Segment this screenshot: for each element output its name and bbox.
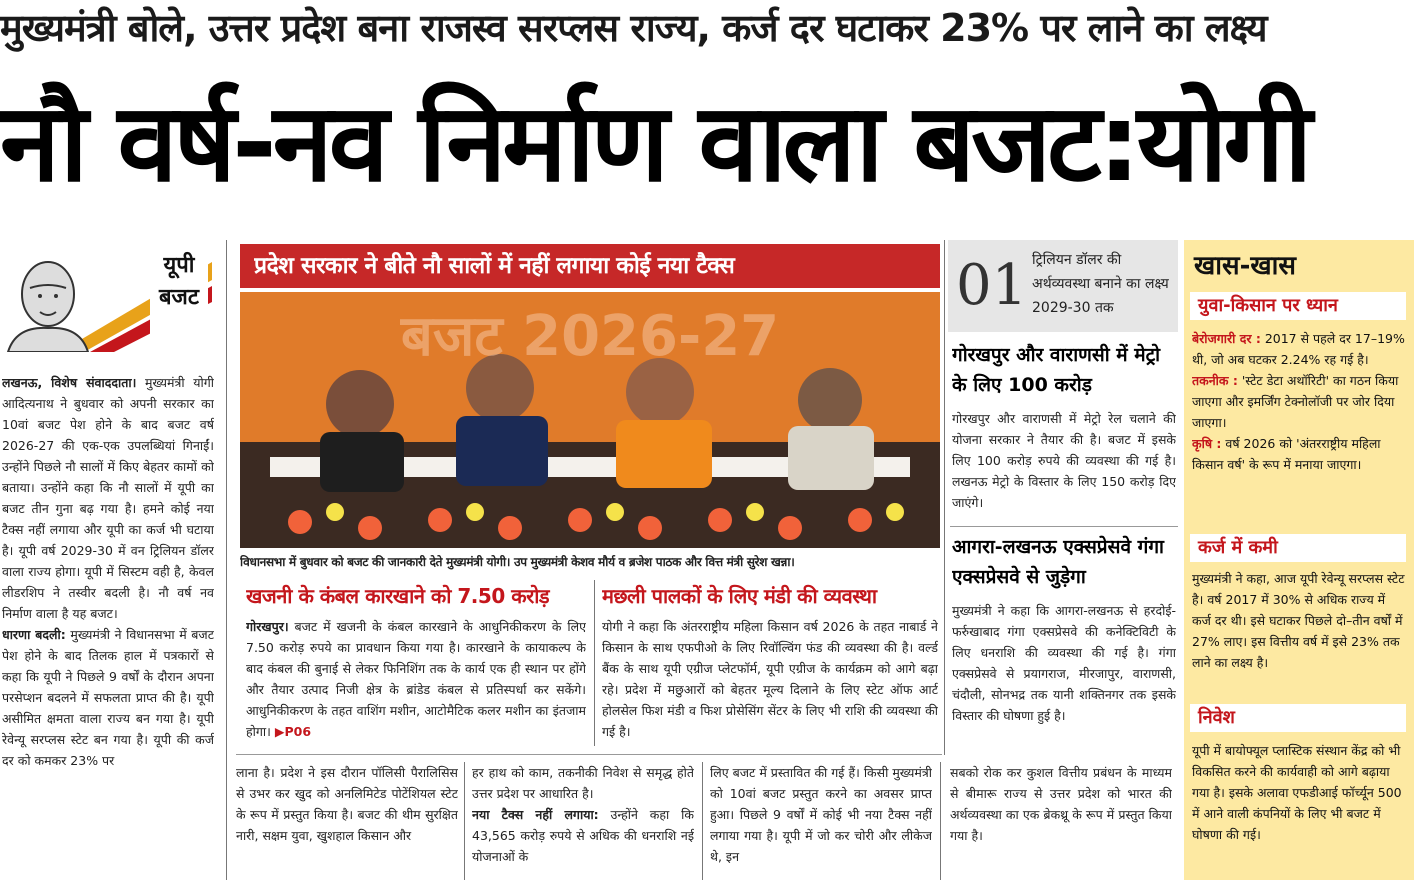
left-divider xyxy=(226,240,227,880)
story-c-body: गोरखपुर और वाराणसी में मेट्रो रेल चलाने की योजना सरकार ने तैयार की है। बजट में इसके लिए 100 करोड़ रुपये की व्यवस्था की गई है। लखनऊ मेट्रो के विस्तार के लिए 150 करोड़ दिए जाएंगे। xyxy=(952,411,1176,510)
banner-text: प्रदेश सरकार ने बीते नौ सालों में नहीं लगाया कोई नया टैक्स xyxy=(254,253,735,279)
sidebar-sec2-text: मुख्यमंत्री ने कहा, आज यूपी रेवेन्यू सरप्लस स्टेट है। वर्ष 2017 में 30% से अधिक राज्य में कर्ज दर थी। इसे घटाकर पिछले दो–तीन वर्षों में 27% लाए। इस वित्तीय वर्ष में इसे 23% तक लाने का लक्ष्य है। xyxy=(1192,571,1405,670)
sidebar-box xyxy=(1184,240,1414,880)
story-cd-rule xyxy=(950,526,1178,527)
stat-text: ट्रिलियन डॉलर की अर्थव्यवस्था बनाने का लक्ष्य 2029-30 तक xyxy=(1032,252,1169,316)
sidebar-item-1-text: 2017 से पहले दर 17–19% थी, जो अब घटकर 2.24% रह गई है। xyxy=(1192,331,1405,367)
story-ab-divider xyxy=(594,580,595,746)
budget-badge xyxy=(0,242,212,352)
story-b-headline: मछली पालकों के लिए मंडी की व्यवस्था xyxy=(602,584,877,608)
bottom-col-4: सबको रोक कर कुशल वित्तीय प्रबंधन के माध्यम से बीमारू राज्य से उत्तर प्रदेश को भारत की अर्थव्यवस्था का एक ब्रेकथ्रू के रूप में प्रस्तुत किया गया है। xyxy=(950,765,1172,843)
left-para-1: मुख्यमंत्री योगी आदित्यनाथ ने बुधवार को अपनी सरकार का 10वां बजट पेश होने के बाद बजट वर्ष 2026-27 की एक-एक उपलब्धियां गिनाईं। उन्होंने पिछले नौ सालों में किए बेहतर कामों को बताया। उन्होंने कहा कि नौ सालों में यूपी का बजट तीन गुना बढ़ गया है। हमने कोई नया टैक्स नहीं लगाया और यूपी का कर्ज भी घटाया है। यूपी वर्ष 2029-30 में वन ट्रिलियन डॉलर वाला राज्य होगा। यूपी में सिस्टम वही है, केवल लीडरशिप ने तस्वीर बदली है। नौ वर्ष नव निर्माण वाला है यह बजट। xyxy=(2,375,214,621)
bottom-col-3: लिए बजट में प्रस्तावित की गई हैं। किसी मुख्यमंत्री को 10वां बजट प्रस्तुत करने का अवसर प्राप्त हुआ। पिछले 9 वर्षों में कोई भी नया टैक्स नहीं लगाया गया है। यूपी में जो कर चोरी और लीकेज थे, इन xyxy=(710,765,932,864)
sidebar-sec2-title xyxy=(1190,534,1406,562)
stat-box xyxy=(948,240,1178,332)
sidebar-title: खास-खास xyxy=(1194,251,1296,281)
story-a-headline: खजनी के कंबल कारखाने को 7.50 करोड़ xyxy=(246,584,550,608)
sidebar-item-3 xyxy=(1192,433,1406,475)
bottom-divider-1 xyxy=(464,762,465,880)
sidebar-item-3-label: कृषि : xyxy=(1192,436,1222,451)
story-a-jump[interactable]: P06 xyxy=(284,724,312,739)
badge-box xyxy=(150,250,208,336)
sidebar-item-2-text: 'स्टेट डेटा अथॉरिटी' का गठन किया जाएगा और इमर्जिंग टेक्नोलॉजी पर जोर दिया जाएगा। xyxy=(1192,373,1399,430)
left-para-2-label: धारणा बदली: xyxy=(2,627,66,642)
bottom-col-2-label: नया टैक्स नहीं लगाया: xyxy=(472,807,599,822)
sidebar-sec3-title xyxy=(1190,704,1406,732)
story-a-body xyxy=(246,616,586,746)
sidebar-item-2-label: तकनीक : xyxy=(1192,373,1238,388)
bottom-divider-3 xyxy=(940,762,941,880)
sidebar-sec1-title-text: युवा-किसान पर ध्यान xyxy=(1198,295,1338,316)
story-d-headline: आगरा-लखनऊ एक्सप्रेसवे गंगा एक्सप्रेसवे से जुड़ेगा xyxy=(952,536,1164,588)
sidebar-sec1-title xyxy=(1190,292,1406,320)
badge-line1: यूपी xyxy=(163,253,195,278)
sidebar-item-1 xyxy=(1192,328,1406,370)
story-b-body: योगी ने कहा कि अंतरराष्ट्रीय महिला किसान वर्ष 2026 के तहत नाबार्ड ने किसान के साथ एफपीओ के लिए रिवॉल्विंग फंड की व्यवस्था की है। वर्ल्ड बैंक के साथ यूपी एग्रीज प्लेटफॉर्म, यूपी एग्रीज के कार्यक्रम को आगे बढ़ा रहे। प्रदेश में मछुआरों को बेहतर मूल्य दिलाने के लिए स्टेट ऑफ आर्ट होलसेल फिश मंडी व फिश प्रोसेसिंग सेंटर के लिए भी राशि की व्यवस्था की गई है। xyxy=(602,619,938,739)
sidebar-item-1-label: बेरोजगारी दर : xyxy=(1192,331,1261,346)
sidebar-sec3-title-text: निवेश xyxy=(1198,707,1235,728)
main-headline: नौ वर्ष-नव निर्माण वाला बजट:योगी xyxy=(0,81,1309,206)
story-a-jump-arrow: ▶ xyxy=(274,724,285,739)
badge-line2: बजट xyxy=(159,285,199,310)
banner xyxy=(240,244,940,288)
bottom-col-1: लाना है। प्रदेश ने इस दौरान पॉलिसी पैरालिसिस से उभर कर खुद को अनलिमिटेड पोटेंशियल स्टेट के रूप में प्रस्तुत किया है। बजट की थीम सुरक्षित नारी, सक्षम युवा, खुशहाल किसान और xyxy=(236,765,458,843)
photo-caption: विधानसभा में बुधवार को बजट की जानकारी देते मुख्यमंत्री योगी। उप मुख्यमंत्री केशव मौर्य व ब्रजेश पाठक और वित्त मंत्री सुरेश खन्ना। xyxy=(240,555,795,569)
left-column-body xyxy=(2,372,214,880)
sidebar-sec1-items xyxy=(1192,328,1406,522)
center-bottom-rule xyxy=(236,754,942,755)
stat-number: 01 xyxy=(956,253,1028,318)
photo-backdrop-text: बजट 2026-27 xyxy=(400,304,780,366)
story-d-body: मुख्यमंत्री ने कहा कि आगरा-लखनऊ से हरदोई-फर्रुखाबाद गंगा एक्सप्रेसवे की कनेक्टिविटी के लिए धनराशि की व्यवस्था की गई है। गंगा एक्सप्रेसवे से प्रयागराज, मीरजापुर, वाराणसी, चंदौली, सोनभद्र तक यानी शक्तिनगर तक इसके विस्तार की घोषणा हुई है। xyxy=(952,603,1176,723)
kicker-headline: मुख्यमंत्री बोले, उत्तर प्रदेश बना राजस्व सरप्लस राज्य, कर्ज दर घटाकर 23% पर लाने का लक्ष्य xyxy=(0,6,1267,50)
sidebar-item-2 xyxy=(1192,370,1406,433)
bottom-col-2 xyxy=(472,762,694,880)
left-para-2: मुख्यमंत्री ने विधानसभा में बजट पेश होने के बाद तिलक हाल में पत्रकारों से कहा कि यूपी ने पिछले 9 वर्षों के दौरान अपना परसेप्शन बदलने में सफलता प्राप्त की है। यूपी असीमित क्षमता वाला राज्य बन गया है। यूपी रेवेन्यू सरप्लस स्टेट बन गया है। यूपी की कर्ज दर को कमकर 23% पर xyxy=(2,627,214,768)
story-c-headline: गोरखपुर और वाराणसी में मेट्रो के लिए 100 करोड़ xyxy=(952,344,1161,396)
bottom-divider-2 xyxy=(702,762,703,880)
story-a-text: बजट में खजनी के कंबल कारखाने के आधुनिकीकरण के लिए 7.50 करोड़ रुपये का प्रावधान किया गया है। कारखाने के कायाकल्प के बाद कंबल की बुनाई से लेकर फिनिशिंग तक के कार्य एक ही स्थान पर होंगे और तैयार उत्पाद निजी क्षेत्र के ब्रांडेड कंबल से प्रतिस्पर्धा कर सकेंगे। आधुनिकीकरण के तहत वाशिंग मशीन, आटोमैटिक कलर मशीन का इंतजाम होगा। xyxy=(246,619,586,739)
press-photo xyxy=(240,292,940,548)
sidebar-item-3-text: वर्ष 2026 को 'अंतरराष्ट्रीय महिला किसान वर्ष' के रूप में मनाया जाएगा। xyxy=(1192,436,1381,472)
sidebar-sec3-text: यूपी में बायोफ्यूल प्लास्टिक संस्थान केंद्र को भी विकसित करने की कार्यवाही को आगे बढ़ाया गया है। इसके अलावा एफडीआई फॉर्च्यून 500 में आने वाली कंपनियों के लिए भी बजट में घोषणा की गई। xyxy=(1192,743,1402,842)
center-right-divider xyxy=(944,240,945,755)
bottom-col-2-text-b: उन्होंने कहा कि 43,565 करोड़ रुपये से अधिक की धनराशि नई योजनाओं के xyxy=(472,807,694,864)
sidebar-sec2-title-text: कर्ज में कमी xyxy=(1198,537,1278,558)
bottom-col-2-text-a: हर हाथ को काम, तकनीकी निवेश से समृद्ध होते उत्तर प्रदेश पर आधारित है। xyxy=(472,765,694,801)
left-dateline: लखनऊ, विशेष संवाददाता। xyxy=(2,375,137,390)
story-a-dateline: गोरखपुर। xyxy=(246,619,289,634)
